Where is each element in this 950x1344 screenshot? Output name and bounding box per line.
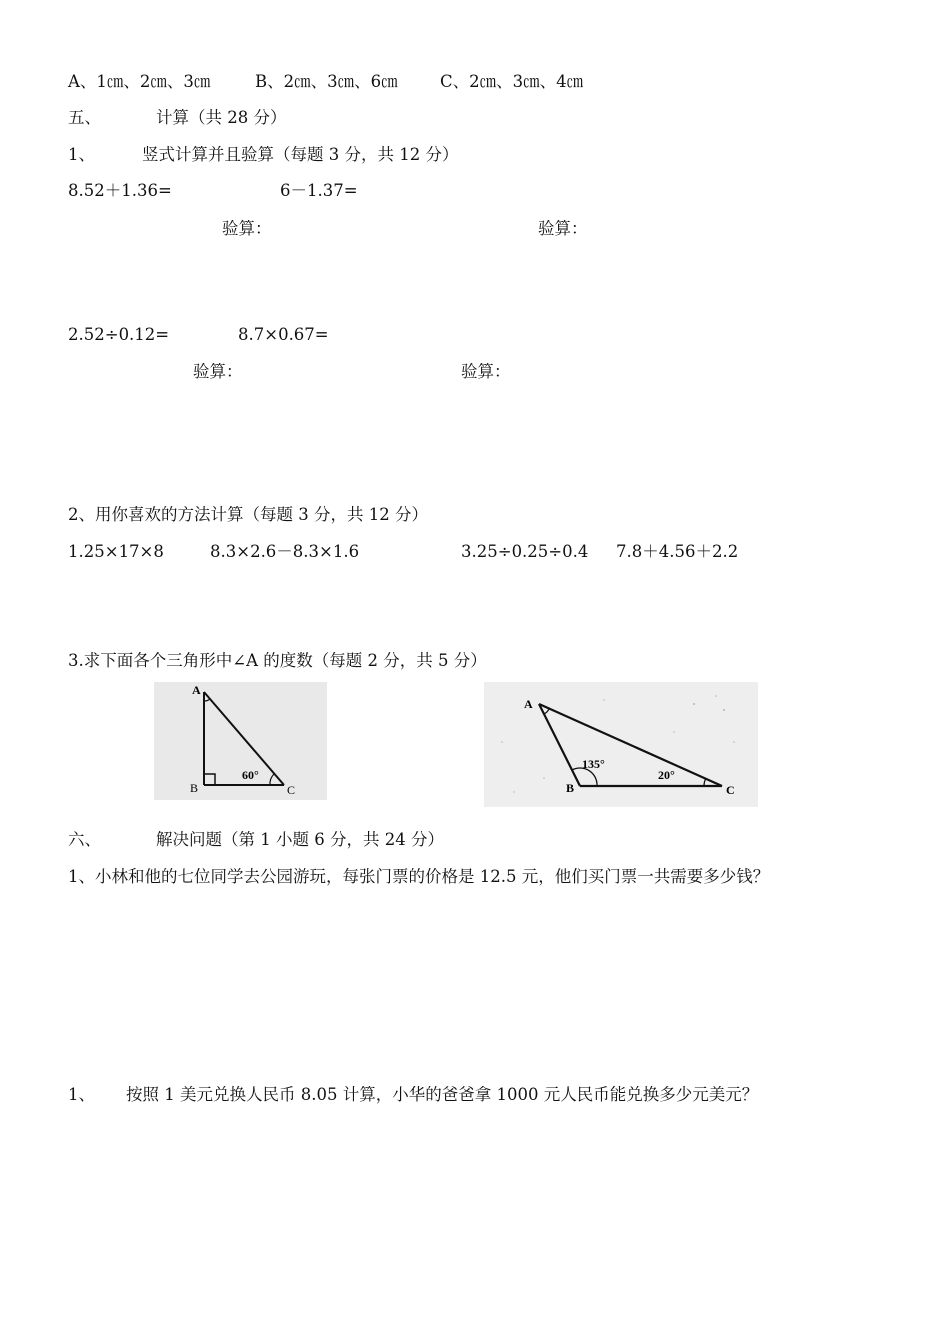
vertical-calc-2: 6－1.37= xyxy=(280,181,358,200)
check-label-1: 验算： xyxy=(222,219,272,238)
option-b: B、2㎝、3㎝、6㎝ xyxy=(255,72,398,91)
triangle-figure-2 xyxy=(484,682,758,807)
calc-problem-4: 7.8＋4.56＋2.2 xyxy=(616,542,739,561)
check-label-4: 验算： xyxy=(461,362,511,381)
vertex-b-label: B xyxy=(190,781,199,795)
calc-problem-3: 3.25÷0.25÷0.4 xyxy=(461,542,589,561)
vertical-calc-3: 2.52÷0.12= xyxy=(68,325,170,344)
q2-title: 2、用你喜欢的方法计算（每题 3 分，共 12 分） xyxy=(68,505,428,524)
word-problem-2-number: 1、 xyxy=(68,1085,95,1104)
q3-title: 3.求下面各个三角形中∠A 的度数（每题 2 分，共 5 分） xyxy=(68,651,487,670)
vertex-c-label: C xyxy=(287,783,296,797)
angle-c-value: 60° xyxy=(242,768,259,782)
section5-number: 五、 xyxy=(68,108,101,127)
calc-problem-2: 8.3×2.6－8.3×1.6 xyxy=(210,542,360,561)
section6-number: 六、 xyxy=(68,830,101,849)
calc-problem-1: 1.25×17×8 xyxy=(68,542,164,561)
section6-title: 解决问题（第 1 小题 6 分，共 24 分） xyxy=(156,830,444,849)
vertex-a-label: A xyxy=(192,683,201,697)
check-label-3: 验算： xyxy=(193,362,243,381)
word-problem-2: 按照 1 美元兑换人民币 8.05 计算，小华的爸爸拿 1000 元人民币能兑换多少元美元？ xyxy=(126,1085,759,1104)
vertical-calc-4: 8.7×0.67= xyxy=(238,325,329,344)
q1-number: 1、 xyxy=(68,145,95,164)
option-c: C、2㎝、3㎝、4㎝ xyxy=(440,72,584,91)
angle-b-value: 135° xyxy=(582,757,605,771)
vertex-c-label: C xyxy=(726,783,735,797)
angle-c-value: 20° xyxy=(658,768,675,782)
check-label-2: 验算： xyxy=(538,219,588,238)
q1-title: 竖式计算并且验算（每题 3 分，共 12 分） xyxy=(142,145,459,164)
triangle-figure-1 xyxy=(154,682,327,800)
word-problem-1: 1、小林和他的七位同学去公园游玩，每张门票的价格是 12.5 元，他们买门票一共需要多少钱？ xyxy=(68,867,770,886)
option-a: A、1㎝、2㎝、3㎝ xyxy=(68,72,211,91)
vertical-calc-1: 8.52＋1.36= xyxy=(68,181,172,200)
vertex-a-label: A xyxy=(524,697,533,711)
vertex-b-label: B xyxy=(566,781,575,795)
figure-background xyxy=(154,682,327,800)
section5-title: 计算（共 28 分） xyxy=(156,108,287,127)
